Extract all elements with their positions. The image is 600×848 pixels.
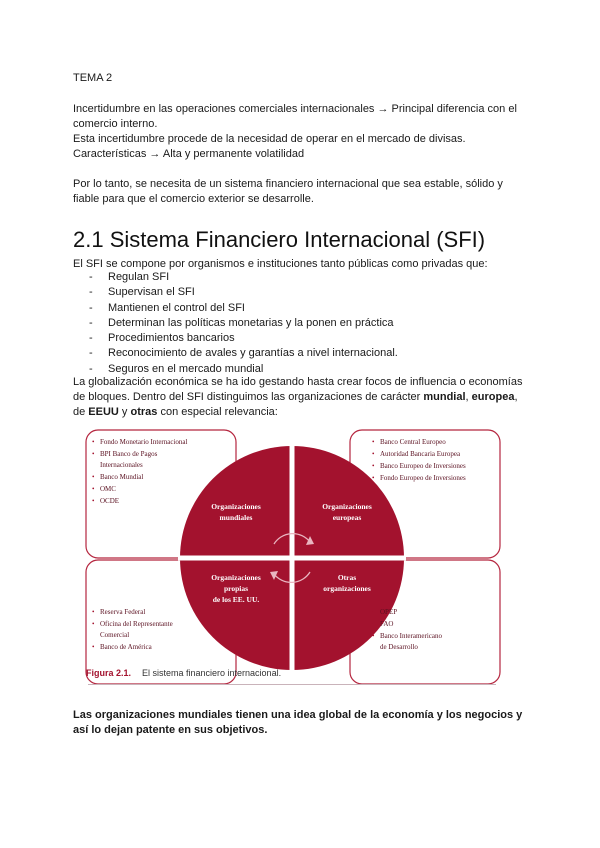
intro-line-4: Características → Alta y permanente volatilidad	[73, 148, 305, 160]
bullet: •	[92, 438, 95, 446]
box-tr-item-2: Autoridad Bancaria Europea	[380, 450, 461, 458]
text-span: ,	[514, 391, 518, 403]
globalization-line-1: La globalización económica se ha ido gestando hasta crear focos de influencia o economías	[73, 376, 523, 388]
box-bl-item-4: Banco de América	[100, 643, 152, 651]
bullet: •	[372, 620, 375, 628]
box-br-item-3: Banco Interamericano	[380, 632, 442, 640]
caption-divider	[88, 684, 496, 685]
box-bl-item-1: Reserva Federal	[100, 608, 146, 616]
box-bl-item-2: Oficina del Representante	[100, 620, 173, 628]
conclusion-line-2: fiable para que el comercio exterior se desarrolle.	[73, 193, 314, 205]
bullet: •	[92, 473, 95, 481]
intro-line-2: comercio interno.	[73, 118, 158, 130]
list-item: - Procedimientos bancarios	[89, 331, 398, 346]
text-span: ,	[465, 391, 472, 403]
bullet: •	[92, 620, 95, 628]
box-br-item-1: OPEP	[380, 608, 398, 616]
bullet: •	[92, 608, 95, 616]
figure-caption: El sistema financiero internacional.	[142, 668, 282, 678]
bullet: •	[372, 608, 375, 616]
figure-number: Figura 2.1.	[86, 668, 132, 678]
box-tl-item-5: OMC	[100, 485, 116, 493]
list-item: - Reconocimiento de avales y garantías a nivel internacional.	[89, 346, 398, 361]
bullet: •	[92, 485, 95, 493]
bold-europea: europea	[471, 391, 515, 403]
bold-mundial: mundial	[423, 391, 466, 403]
list-item: - Supervisan el SFI	[89, 285, 398, 300]
quadrant-br-label-1: Otras	[337, 573, 357, 582]
box-tl-item-2: BPI Banco de Pagos	[100, 450, 158, 458]
bold-eeuu: EEUU	[88, 406, 119, 418]
list-item: - Determinan las políticas monetarias y la ponen en práctica	[89, 316, 398, 331]
box-tl-item-1: Fondo Monetario Internacional	[100, 438, 188, 446]
box-bl-item-3: Comercial	[100, 631, 130, 639]
text-span: de bloques. Dentro del SFI distinguimos las organizaciones de carácter	[73, 391, 424, 403]
list-item: - Mantienen el control del SFI	[89, 301, 398, 316]
intro-line-1: Incertidumbre en las operaciones comerciales internacionales → Principal diferencia con el	[73, 103, 517, 115]
conclusion-line-1: Por lo tanto, se necesita de un sistema financiero internacional que sea estable, sólido y	[73, 178, 503, 190]
bullet: •	[372, 450, 375, 458]
topic-label: TEMA 2	[73, 72, 113, 84]
bullet: •	[372, 462, 375, 470]
text-span: con especial relevancia:	[157, 406, 278, 418]
functions-list	[89, 270, 398, 377]
section-title: 2.1 Sistema Financiero Internacional (SFI)	[73, 227, 486, 252]
bold-otras: otras	[130, 406, 158, 418]
box-tr-item-3: Banco Europeo de Inversiones	[380, 462, 466, 470]
box-br-item-4: de Desarrollo	[380, 643, 418, 651]
box-br-item-2: FAO	[380, 620, 394, 628]
quadrant-tr-label-1: Organizaciones	[322, 502, 372, 511]
bullet: •	[92, 643, 95, 651]
quadrant-bl-label-2: propias	[223, 584, 249, 593]
box-tr-item-4: Fondo Europeo de Inversiones	[380, 474, 466, 482]
quadrant-tr-label-2: europeas	[332, 513, 362, 522]
quadrant-br-label-2: organizaciones	[323, 584, 371, 593]
list-item: - Seguros en el mercado mundial	[89, 362, 398, 377]
bullet: •	[92, 497, 95, 505]
globalization-line-2	[73, 389, 518, 405]
quadrant-bl-label-3: de los EE. UU.	[212, 595, 260, 604]
bullet: •	[92, 450, 95, 458]
sfi-diagram	[84, 426, 504, 708]
text-span: de	[73, 406, 89, 418]
box-tl-item-4: Banco Mundial	[100, 473, 144, 481]
final-line-1: Las organizaciones mundiales tienen una idea global de la economía y los negocios y	[73, 709, 523, 721]
box-tr-item-1: Banco Central Europeo	[380, 438, 446, 446]
text-span: y	[118, 406, 131, 418]
intro-line-3: Esta incertidumbre procede de la necesidad de operar en el mercado de divisas.	[73, 133, 466, 145]
sfi-intro: El SFI se compone por organismos e instituciones tanto públicas como privadas que:	[73, 258, 488, 270]
globalization-line-3	[73, 404, 278, 420]
quadrant-tl-label-2: mundiales	[219, 513, 253, 522]
box-tl-item-3: Internacionales	[100, 461, 143, 469]
quadrant-tl-label-1: Organizaciones	[211, 502, 261, 511]
box-tl-item-6: OCDE	[100, 497, 120, 505]
quadrant-bl-label-1: Organizaciones	[211, 573, 261, 582]
bullet: •	[372, 474, 375, 482]
list-item: - Regulan SFI	[89, 270, 398, 285]
bullet: •	[372, 438, 375, 446]
final-line-2: así lo dejan patente en sus objetivos.	[73, 724, 268, 736]
bullet: •	[372, 632, 375, 640]
